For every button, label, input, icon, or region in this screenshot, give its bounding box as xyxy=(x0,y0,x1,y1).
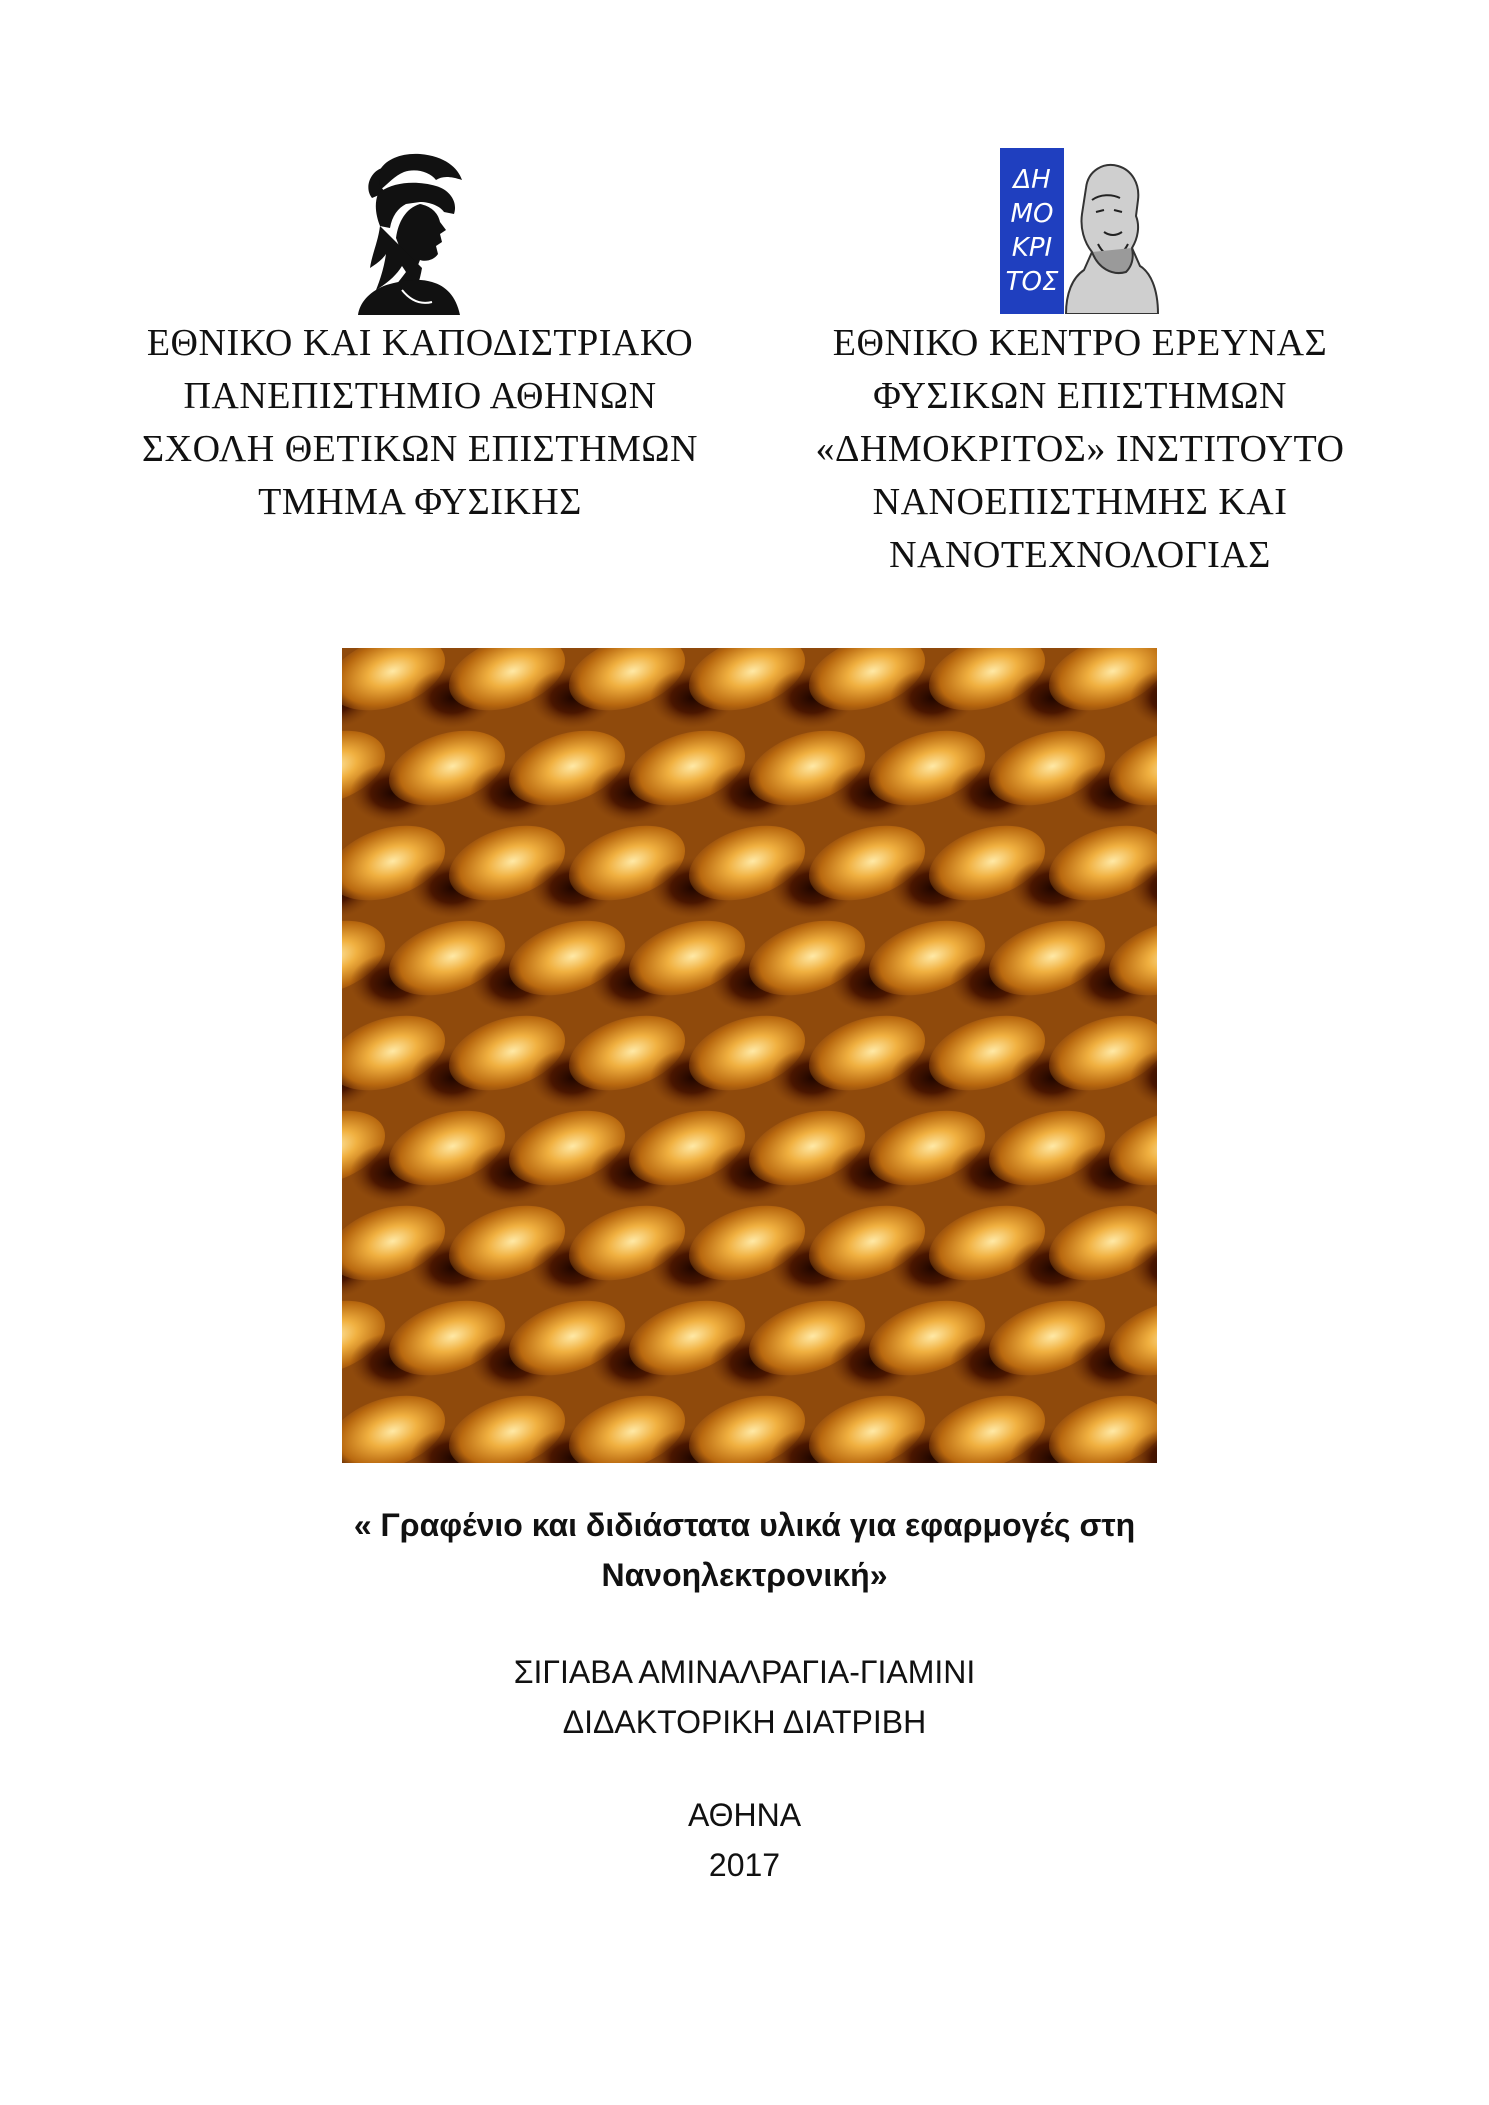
year: 2017 xyxy=(708,1847,781,1883)
place-year-block xyxy=(0,1790,1489,1890)
document-type: ΔΙΔΑΚΤΟΡΙΚΗ ΔΙΑΤΡΙΒΗ xyxy=(562,1704,927,1740)
svg-text:ΔΗ: ΔΗ xyxy=(1013,165,1051,195)
thesis-title-line-2: Νανοηλεκτρονική» xyxy=(601,1557,888,1593)
thesis-title xyxy=(0,1500,1489,1600)
author-name: ΣΙΓΙΑΒΑ ΑΜΙΝΑΛΡΑΓΙΑ-ΓΙΑΜΙΝΙ xyxy=(513,1654,976,1690)
institution-right-line: ΝΑΝΟΕΠΙΣΤΗΜΗΣ ΚΑΙ xyxy=(872,481,1288,523)
institution-left-line: ΕΘΝΙΚΟ ΚΑΙ ΚΑΠΟΔΙΣΤΡΙΑΚΟ xyxy=(146,322,694,364)
author-block xyxy=(0,1647,1489,1747)
svg-text:ΚΡΙ: ΚΡΙ xyxy=(1011,233,1053,263)
svg-text:ΤΟΣ: ΤΟΣ xyxy=(1005,267,1059,297)
democritus-logo-icon xyxy=(1000,148,1160,314)
institution-right-line: ΦΥΣΙΚΩΝ ΕΠΙΣΤΗΜΩΝ xyxy=(873,375,1287,417)
institution-left-line: ΣΧΟΛΗ ΘΕΤΙΚΩΝ ΕΠΙΣΤΗΜΩΝ xyxy=(142,428,698,470)
city: ΑΘΗΝΑ xyxy=(687,1797,802,1833)
institution-left xyxy=(100,317,740,529)
athena-head-logo-icon xyxy=(350,150,470,315)
institution-right xyxy=(760,317,1400,582)
institution-left-line: ΤΜΗΜΑ ΦΥΣΙΚΗΣ xyxy=(258,481,582,523)
thesis-title-line-1: « Γραφένιο και διδιάστατα υλικά για εφαρμογές στη xyxy=(353,1507,1136,1543)
institution-right-line: ΝΑΝΟΤΕΧΝΟΛΟΓΙΑΣ xyxy=(889,534,1271,576)
institution-left-line: ΠΑΝΕΠΙΣΤΗΜΙΟ ΑΘΗΝΩΝ xyxy=(183,375,657,417)
svg-text:ΜΟ: ΜΟ xyxy=(1010,199,1054,229)
institution-right-line: ΕΘΝΙΚΟ ΚΕΝΤΡΟ ΕΡΕΥΝΑΣ xyxy=(832,322,1328,364)
stm-lattice-image xyxy=(342,648,1157,1463)
institution-right-line: «ΔΗΜΟΚΡΙΤΟΣ» ΙΝΣΤΙΤΟΥΤΟ xyxy=(815,428,1345,470)
